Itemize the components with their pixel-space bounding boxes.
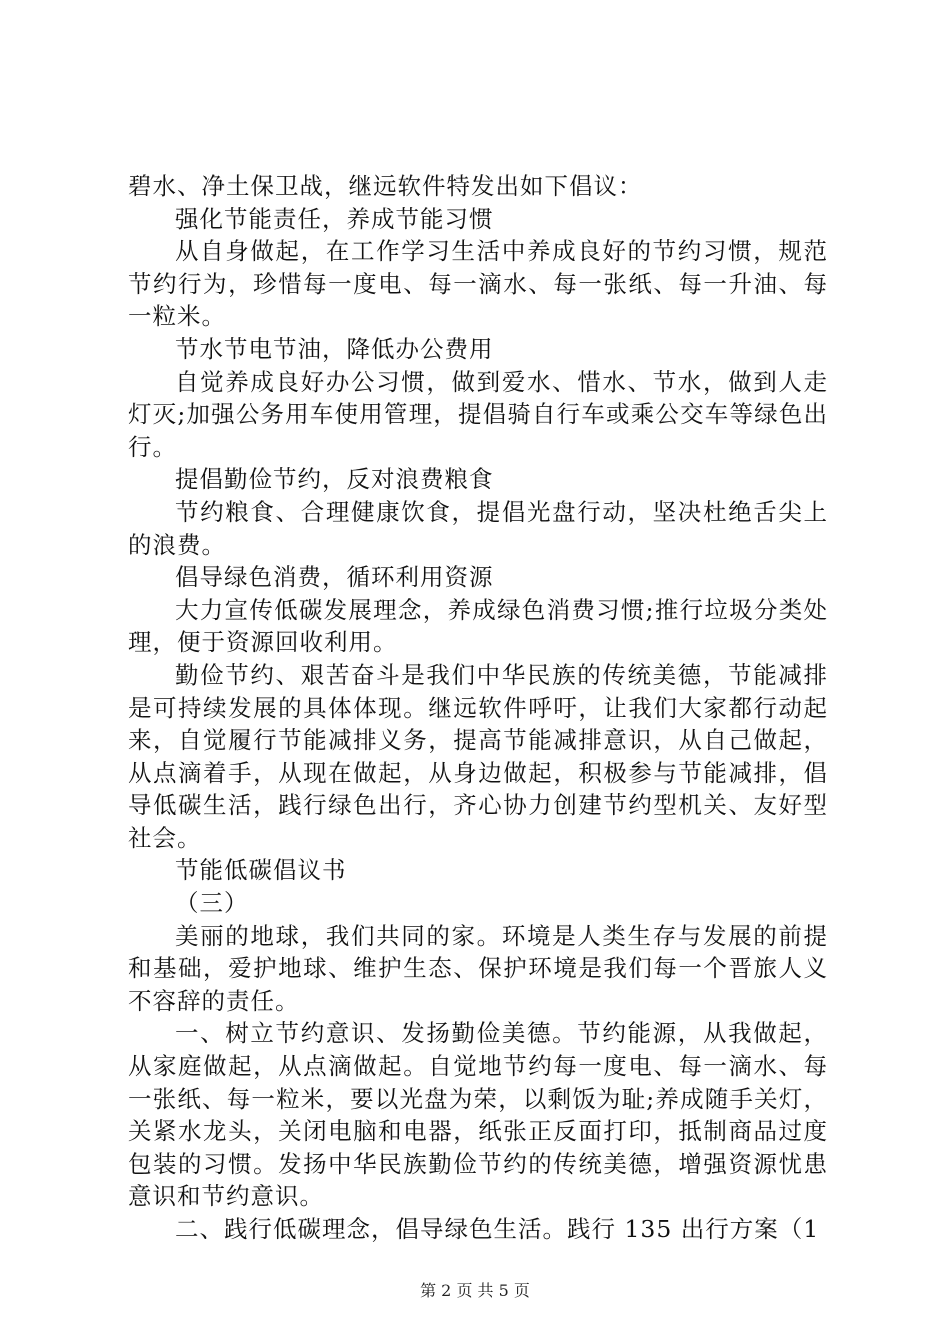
paragraph-7: 节约粮食、合理健康饮食，提倡光盘行动，坚决杜绝舌尖上的浪费。 bbox=[128, 497, 828, 559]
heading-green-consumption: 倡导绿色消费，循环利用资源 bbox=[175, 563, 494, 592]
paragraph-14: 一、树立节约意识、发扬勤俭美德。节约能源，从我做起，从家庭做起，从点滴做起。自觉地节约每一度电、每一滴水、每一张纸、每一粒米，要以光盘为荣，以剩饭为耻;养成随手关灯，关紧水龙头，关闭电脑和电器，纸张正反面打印，抵制商品过度包装的习惯。发扬中华民族勤俭节约的传统美德，增强资源忧患意识和节约意识。 bbox=[128, 1019, 828, 1211]
section-title: 节能低碳倡议书 bbox=[175, 856, 347, 885]
heading-frugality: 提倡勤俭节约，反对浪费粮食 bbox=[175, 465, 494, 494]
document-body bbox=[128, 170, 828, 1246]
paragraph-10: 勤俭节约、艰苦奋斗是我们中华民族的传统美德，节能减排是可持续发展的具体体现。继远软件呼吁，让我们大家都行动起来，自觉履行节能减排义务，提高节能减排意识，从自己做起，从点滴着手，从现在做起，从身边做起，积极参与节能减排，倡导低碳生活，践行绿色出行，齐心协力创建节约型机关、友好型社会。 bbox=[128, 660, 828, 852]
heading-save-water-power-oil: 节水节电节油，降低办公费用 bbox=[175, 334, 494, 363]
page-number-footer: 第 2 页 共 5 页 bbox=[420, 1281, 530, 1300]
paragraph-1: 碧水、净土保卫战，继远软件特发出如下倡议： bbox=[128, 172, 643, 200]
paragraph-5: 自觉养成良好办公习惯，做到爱水、惜水、节水，做到人走灯灭;加强公务用车使用管理，提倡骑自行车或乘公交车等绿色出行。 bbox=[128, 367, 828, 461]
paragraph-15: 二、践行低碳理念，倡导绿色生活。践行 135 出行方案（1 bbox=[175, 1215, 820, 1243]
heading-energy-responsibility: 强化节能责任，养成节能习惯 bbox=[175, 204, 494, 233]
paragraph-3: 从自身做起，在工作学习生活中养成良好的节约习惯，规范节约行为，珍惜每一度电、每一滴水、每一张纸、每一升油、每一粒米。 bbox=[128, 237, 828, 331]
section-number: （三） bbox=[175, 889, 249, 918]
paragraph-9: 大力宣传低碳发展理念，养成绿色消费习惯;推行垃圾分类处理，便于资源回收利用。 bbox=[128, 595, 828, 657]
paragraph-13: 美丽的地球，我们共同的家。环境是人类生存与发展的前提和基础，爱护地球、维护生态、保护环境是我们每一个晋旅人义不容辞的责任。 bbox=[128, 921, 828, 1015]
